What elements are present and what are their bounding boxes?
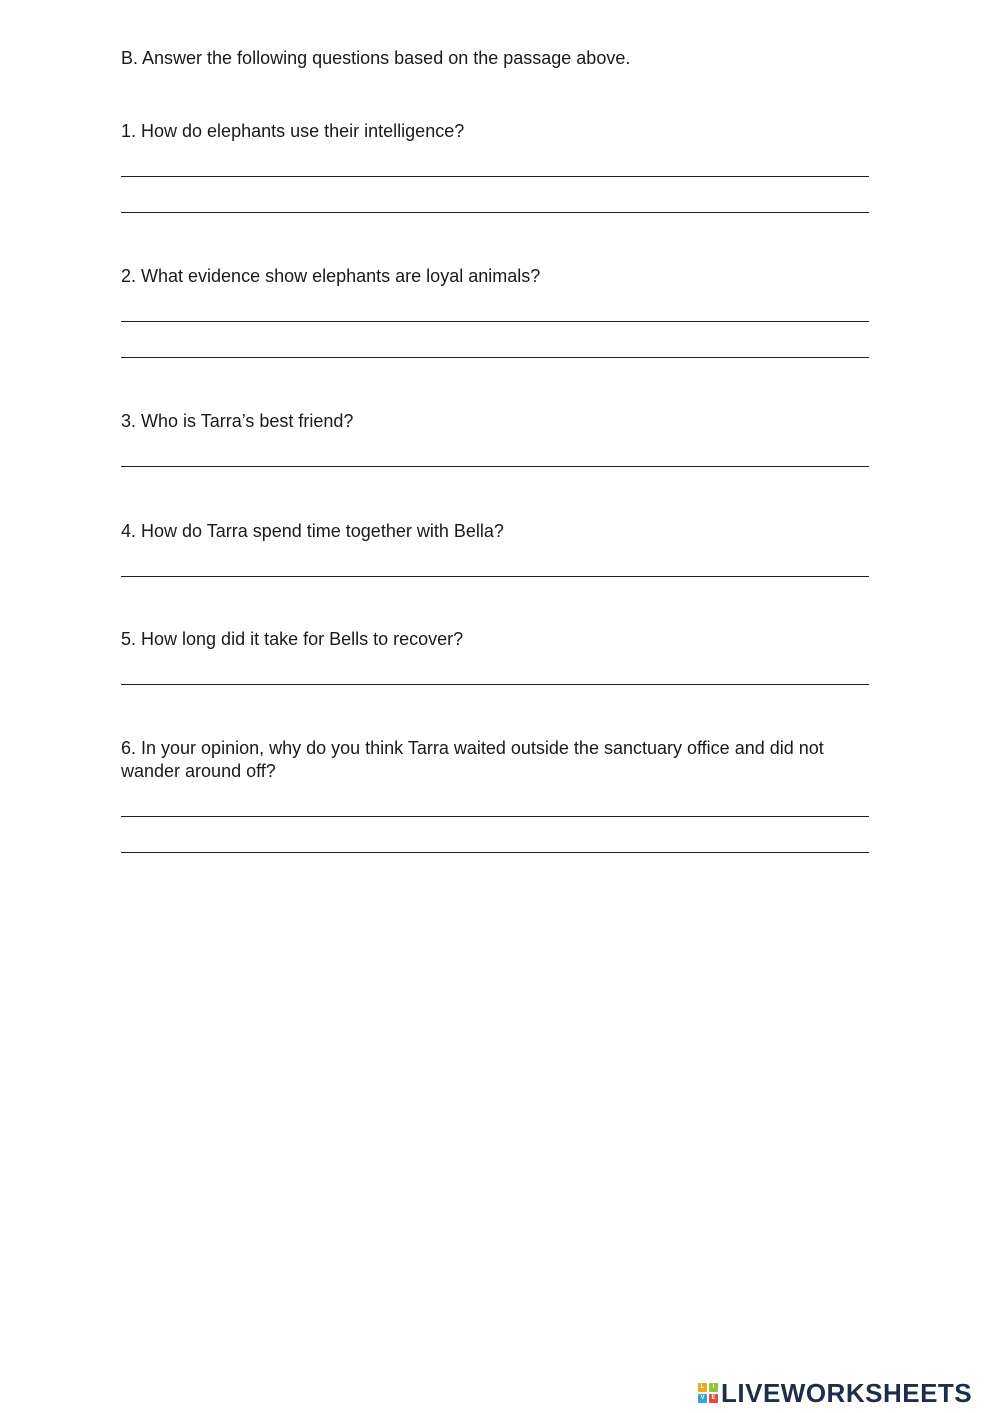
answer-line[interactable] [121,816,869,817]
logo-tile: I [709,1383,718,1392]
answer-line[interactable] [121,466,869,467]
answer-line[interactable] [121,212,869,213]
question-6: 6. In your opinion, why do you think Tarra waited outside the sanctuary office and did not wander around off? [121,738,824,781]
logo-grid-icon [698,1383,718,1403]
answer-line[interactable] [121,357,869,358]
liveworksheets-logo [698,1380,972,1406]
answer-line[interactable] [121,684,869,685]
brand-name: LIVEWORKSHEETS [721,1378,973,1408]
answer-line[interactable] [121,176,869,177]
question-5: 5. How long did it take for Bells to recover? [121,629,464,649]
logo-tile: V [698,1394,707,1403]
logo-tile: E [709,1394,718,1403]
logo-tile: L [698,1383,707,1392]
answer-line[interactable] [121,576,869,577]
answer-line[interactable] [121,321,869,322]
section-instruction: B. Answer the following questions based on the passage above. [121,48,631,68]
question-4: 4. How do Tarra spend time together with Bella? [121,521,504,541]
question-1: 1. How do elephants use their intelligence? [121,121,465,141]
answer-line[interactable] [121,852,869,853]
question-2: 2. What evidence show elephants are loyal animals? [121,266,541,286]
question-3: 3. Who is Tarra’s best friend? [121,411,354,431]
